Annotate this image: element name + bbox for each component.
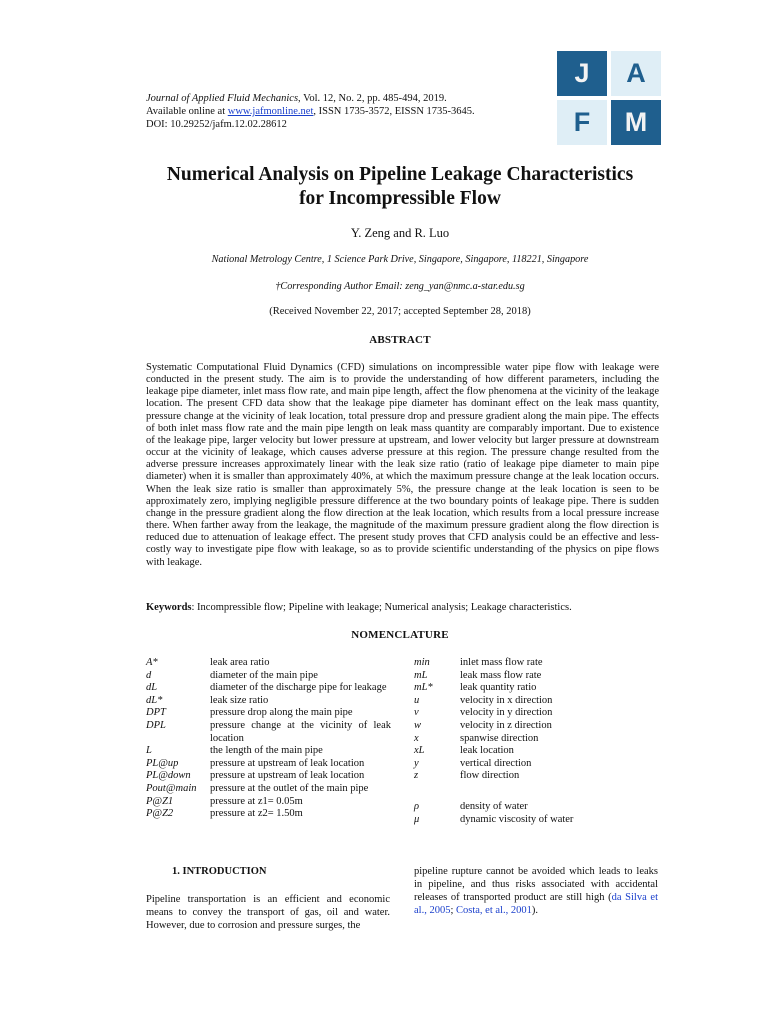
nom-definition: diameter of the discharge pipe for leakage bbox=[210, 682, 387, 694]
nom-definition: pressure at upstream of leak location bbox=[210, 757, 365, 769]
nomenclature-row bbox=[146, 745, 391, 758]
introduction-heading: 1. INTRODUCTION bbox=[172, 866, 267, 877]
nom-definition: inlet mass flow rate bbox=[460, 657, 543, 668]
nom-definition: vertical direction bbox=[460, 757, 532, 769]
nom-definition: pressure change at the vicinity of leak location bbox=[210, 719, 391, 744]
introduction-column-2 bbox=[414, 865, 658, 917]
nomenclature-row bbox=[414, 745, 664, 758]
nom-definition: the length of the main pipe bbox=[210, 745, 323, 757]
nom-symbol: L bbox=[146, 745, 152, 757]
nom-symbol: v bbox=[414, 707, 419, 719]
nomenclature-row bbox=[414, 801, 664, 814]
nomenclature-heading: NOMENCLATURE bbox=[351, 629, 449, 641]
nomenclature-row bbox=[146, 796, 391, 809]
nom-definition: velocity in x direction bbox=[460, 694, 553, 706]
keywords-label: Keywords bbox=[146, 602, 192, 613]
nom-symbol: x bbox=[414, 732, 419, 744]
citation-link[interactable]: da Silva et al., 2005 bbox=[414, 892, 658, 916]
nomenclature-row bbox=[146, 758, 391, 771]
nomenclature-row bbox=[414, 758, 664, 771]
nomenclature-row bbox=[414, 814, 664, 827]
paper-title bbox=[100, 163, 700, 211]
abstract-heading: ABSTRACT bbox=[369, 334, 431, 346]
nomenclature-row bbox=[414, 733, 664, 746]
nomenclature-row bbox=[414, 707, 664, 720]
citation-link[interactable]: Costa, et al., 2001 bbox=[456, 905, 532, 916]
nom-definition: leak quantity ratio bbox=[460, 682, 537, 694]
nomenclature-row bbox=[146, 670, 391, 683]
nomenclature-row bbox=[414, 770, 664, 783]
nomenclature-row bbox=[414, 682, 664, 695]
nomenclature-row bbox=[414, 720, 664, 733]
keywords-list: : Incompressible flow; Pipeline with leakage; Numerical analysis; Leakage characteristics. bbox=[191, 602, 572, 613]
nom-symbol: u bbox=[414, 694, 420, 706]
journal-citation-line bbox=[146, 92, 566, 105]
nomenclature-row bbox=[146, 770, 391, 783]
nom-symbol: Pout@main bbox=[146, 782, 197, 794]
nom-definition: pressure at upstream of leak location bbox=[210, 770, 365, 782]
nom-symbol: PL@down bbox=[146, 770, 191, 782]
nom-definition: spanwise direction bbox=[460, 732, 539, 744]
abstract-text: Systematic Computational Fluid Dynamics (CFD) simulations on incompressible water pipe flow with leakage were conducted in the present study. The aim is to provide the understanding of how different parameters, including the leakage pipe diameter, inlet mass flow rate, and main pipe length, affect the flow phenomena at the vicinity of the leakage location. The present CFD data show that the leakage pipe diameter has dominant effect on the leak mass quantity, pressure change at the vicinity of leak location, total pressure drop and pressure gradient along the main pipe. The effects of both inlet mass flow rate and the main pipe length on leak mass quantity are comparably important. Due to existence of the leakage pipe, larger velocity but lower pressure at upstream, and lower velocity but larger pressure at downstream occur at the vicinity of leakage, which causes adverse pressure at this region. The pressure change resulted from the adverse pressure increases approximately linear with the leak size ratio (ratio of leakage pipe diameter to main pipe diameter) when it is smaller than approximately 40%, at which the maximum pressure change at the leak location occurs. When the leak size ratio is smaller than approximately 5%, the pressure change at the leak location is seen to be approximately zero, implying negligible pressure difference at the two boundary points of leakage pipe. There is sudden change in the pressure gradient along the flow direction at the leak location, which results from a local pressure increase there. When farther away from the leakage, the magnitude of the maximum pressure gradient along the flow direction is reduced due to attenuation of leakage effect. The present study proves that CFD analysis could be an effective and less-costly way to investigate pipe flow with leakage, so as to provide scientific understanding of the physics on pipe flows with leakage. bbox=[146, 362, 659, 568]
doi: DOI: 10.29252/jafm.12.02.28612 bbox=[146, 119, 287, 130]
col2-text: pipeline rupture cannot be avoided which leads to leaks in pipeline, and thus risks associated with accidental releases of transported product are still high ( bbox=[414, 866, 658, 903]
nom-symbol: P@Z2 bbox=[146, 808, 174, 820]
nom-symbol: w bbox=[414, 719, 422, 731]
nom-symbol: μ bbox=[414, 813, 420, 825]
nom-symbol: min bbox=[414, 657, 430, 668]
nom-symbol: PL@up bbox=[146, 757, 179, 769]
nom-symbol: mL bbox=[414, 669, 428, 681]
nom-definition: diameter of the main pipe bbox=[210, 669, 318, 681]
nom-symbol: ρ bbox=[414, 800, 420, 812]
availability-line bbox=[146, 105, 566, 118]
logo-letter-j: J bbox=[557, 51, 607, 96]
nom-definition: leak area ratio bbox=[210, 657, 270, 668]
nomenclature-row bbox=[146, 682, 391, 695]
journal-website-link[interactable]: www.jafmonline.net bbox=[227, 106, 314, 117]
available-prefix: Available online at bbox=[146, 106, 228, 117]
title-line-1: Numerical Analysis on Pipeline Leakage Characteristics bbox=[166, 164, 634, 185]
jafm-logo bbox=[557, 51, 661, 146]
nom-symbol: z bbox=[414, 770, 419, 782]
nom-symbol: P@Z1 bbox=[146, 795, 174, 807]
nom-symbol: xL bbox=[414, 745, 425, 757]
nomenclature-left-column bbox=[146, 657, 391, 821]
nomenclature-row bbox=[414, 670, 664, 683]
authors: Y. Zeng and R. Luo bbox=[350, 226, 450, 240]
nomenclature-right-column bbox=[414, 657, 664, 826]
affiliation: National Metrology Centre, 1 Science Park Drive, Singapore, Singapore, 118221, Singapore bbox=[211, 254, 589, 265]
nom-symbol: DPT bbox=[146, 707, 166, 719]
journal-volume: , Vol. 12, No. 2, pp. 485-494, 2019. bbox=[298, 93, 447, 104]
received-dates: (Received November 22, 2017; accepted September 28, 2018) bbox=[269, 306, 531, 317]
nomenclature-row bbox=[146, 657, 391, 670]
nomenclature-row bbox=[146, 720, 391, 745]
nomenclature-row bbox=[146, 808, 391, 821]
nom-definition: velocity in y direction bbox=[460, 707, 553, 719]
issn: , ISSN 1735-3572, EISSN 1735-3645. bbox=[313, 106, 475, 117]
citation-separator: ; bbox=[450, 905, 456, 916]
nom-definition: density of water bbox=[460, 800, 528, 812]
logo-letter-f: F bbox=[557, 100, 607, 145]
nom-symbol: dL bbox=[146, 682, 158, 694]
col2-end: ). bbox=[531, 905, 538, 916]
nomenclature-row bbox=[146, 707, 391, 720]
nomenclature-row bbox=[146, 695, 391, 708]
introduction-column-1: Pipeline transportation is an efficient and economic means to convey the transport of gas, oil and water. However, due to corrosion and pressure surges, the bbox=[146, 894, 390, 931]
nom-definition: leak location bbox=[460, 745, 514, 757]
nom-symbol: mL* bbox=[414, 682, 433, 694]
nomenclature-spacer bbox=[414, 783, 664, 801]
journal-name: Journal of Applied Fluid Mechanics bbox=[146, 93, 299, 104]
keywords bbox=[146, 602, 746, 613]
logo-letter-a: A bbox=[611, 51, 661, 96]
nom-symbol: A* bbox=[146, 657, 158, 668]
corresponding-author: †Corresponding Author Email: zeng_yan@nmc.a-star.edu.sg bbox=[275, 281, 525, 292]
nom-symbol: dL* bbox=[146, 694, 163, 706]
nom-definition: pressure at z2= 1.50m bbox=[210, 808, 303, 820]
nom-definition: leak size ratio bbox=[210, 694, 269, 706]
nom-symbol: y bbox=[414, 757, 419, 769]
journal-header bbox=[146, 92, 566, 131]
nom-definition: pressure at z1= 0.05m bbox=[210, 795, 303, 807]
title-line-2: for Incompressible Flow bbox=[299, 188, 501, 209]
nom-symbol: d bbox=[146, 669, 152, 681]
logo-letter-m: M bbox=[611, 100, 661, 145]
nomenclature-row bbox=[414, 695, 664, 708]
nomenclature-row bbox=[414, 657, 664, 670]
nom-symbol: DPL bbox=[146, 719, 166, 731]
nom-definition: velocity in z direction bbox=[460, 719, 552, 731]
nom-definition: pressure at the outlet of the main pipe bbox=[210, 782, 369, 794]
nom-definition: dynamic viscosity of water bbox=[460, 813, 574, 825]
nom-definition: leak mass flow rate bbox=[460, 669, 542, 681]
nomenclature-row bbox=[146, 783, 391, 796]
nom-definition: pressure drop along the main pipe bbox=[210, 707, 353, 719]
nom-definition: flow direction bbox=[460, 770, 520, 782]
